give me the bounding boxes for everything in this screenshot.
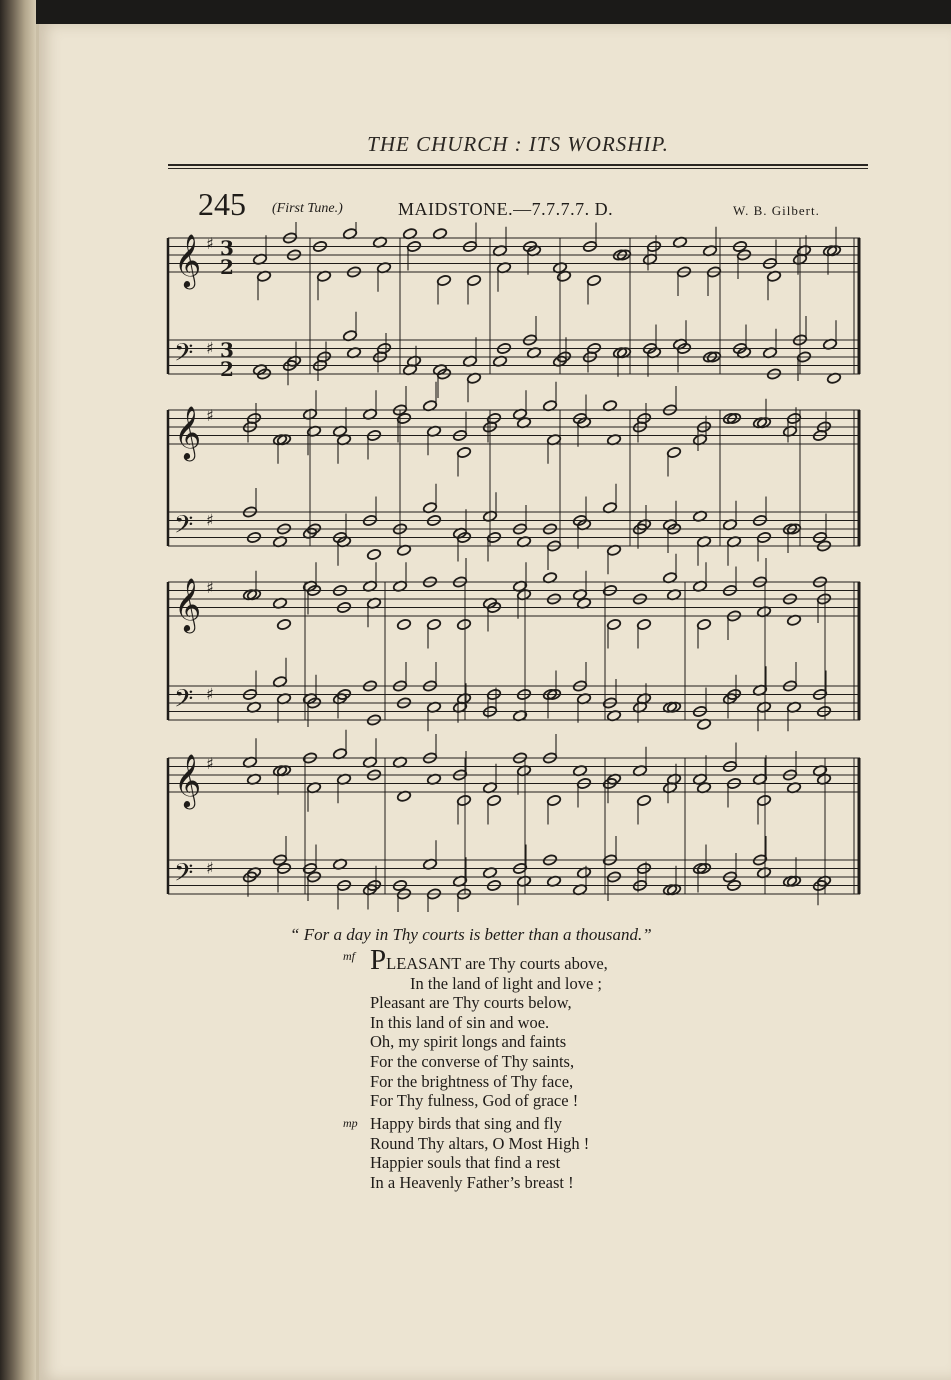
note-head [636,794,651,806]
composer-name: W. B. Gilbert. [733,203,820,218]
verse-1-line-1-text: LEASANT are Thy courts above, [386,954,608,973]
svg-text:♯: ♯ [206,406,214,426]
note-head [396,618,411,630]
svg-text:𝄢: 𝄢 [174,858,194,894]
svg-text:♯: ♯ [206,338,214,358]
note-head [456,794,471,806]
svg-text:𝄢: 𝄢 [174,510,194,546]
svg-text:2: 2 [220,357,234,381]
verse-line: In the land of light and love ; [410,973,602,993]
verse-2 [370,1114,589,1192]
note-head [606,618,621,630]
drop-cap: P [370,944,387,976]
verse-line: Pleasant are Thy courts below, [370,993,572,1013]
treble-staff [168,233,860,289]
note-head [466,274,481,286]
svg-text:♯: ♯ [206,754,214,774]
note-head [636,618,651,630]
svg-text:𝄞: 𝄞 [174,405,202,459]
music-system [168,753,860,894]
svg-text:♯: ♯ [206,684,214,704]
note-head [666,446,681,458]
note-head [436,274,451,286]
verse-1 [370,944,608,1111]
bass-staff [168,338,860,381]
note-head [586,274,601,286]
epigraph: “ For a day in Thy courts is better than a thousand.” [290,925,652,944]
svg-text:2: 2 [220,255,234,279]
note-head [696,618,711,630]
svg-text:♯: ♯ [206,858,214,878]
note-head [546,794,561,806]
verse-line: For the brightness of Thy face, [370,1071,574,1091]
svg-text:3: 3 [220,338,234,362]
svg-text:♯: ♯ [206,578,214,598]
note-head [456,618,471,630]
note-head [456,446,471,458]
svg-text:3: 3 [220,236,234,260]
svg-text:♯: ♯ [206,510,214,530]
svg-text:𝄞: 𝄞 [174,577,202,631]
tune-name: MAIDSTONE.—7.7.7.7. D. [398,199,614,219]
verse-line: In a Heavenly Father’s breast ! [370,1172,574,1192]
verse-1-line-1 [370,944,608,976]
music-system [168,233,860,381]
note-head [276,618,291,630]
verse-line: For the converse of Thy saints, [370,1051,575,1071]
svg-text:𝄢: 𝄢 [174,684,194,720]
verse-line: For Thy fulness, God of grace ! [370,1091,579,1111]
svg-text:𝄞: 𝄞 [174,753,202,807]
dynamic-mark-2: mp [343,1116,358,1130]
hymn-number: 245 [198,186,246,222]
verse-line: Happier souls that find a rest [370,1153,561,1173]
verse-line: In this land of sin and woe. [370,1012,550,1032]
note-head [366,548,381,560]
header-rule [168,164,868,166]
book-spine [0,0,36,1380]
svg-text:♯: ♯ [206,234,214,254]
note-head [426,618,441,630]
verse-line: Happy birds that sing and fly [370,1114,563,1133]
page-header: THE CHURCH : ITS WORSHIP. [367,132,669,156]
svg-text:𝄞: 𝄞 [174,233,202,287]
note-head [486,794,501,806]
note-head [756,794,771,806]
verse-line: Round Thy altars, O Most High ! [370,1133,590,1153]
verse-line: Oh, my spirit longs and faints [370,1032,567,1052]
svg-text:𝄢: 𝄢 [174,338,194,374]
header-rule-thin [168,168,868,169]
music-system [168,577,860,720]
music-score [160,222,866,912]
tune-note: (First Tune.) [272,201,343,216]
dynamic-mark-1: mf [343,949,355,963]
